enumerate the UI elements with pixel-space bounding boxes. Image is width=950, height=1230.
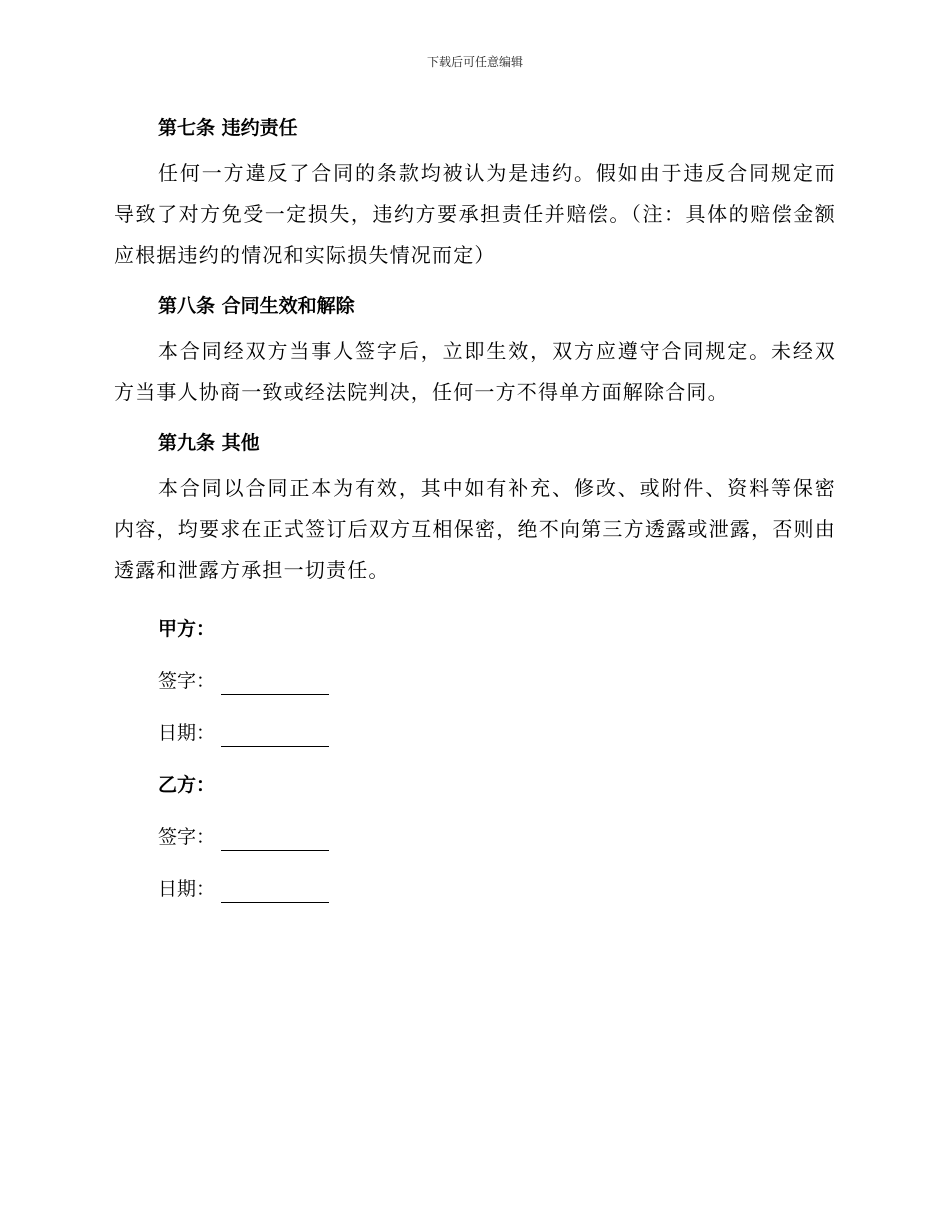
- document-body: [114, 112, 836, 903]
- section-body-9: 本合同以合同正本为有效，其中如有补充、修改、或附件、资料等保密内容，均要求在正式签订后双方互相保密，绝不向第三方透露或泄露，否则由透露和泄露方承担一切责任。: [114, 476, 836, 582]
- party-b-label: 乙方：: [158, 774, 216, 796]
- party-a-date-label: 日期：: [158, 722, 216, 744]
- party-b-signature-row: [114, 823, 836, 851]
- party-b-date-row: [114, 875, 836, 903]
- section-body-8: 本合同经双方当事人签字后，立即生效，双方应遵守合同规定。未经双方当事人协商一致或经法院判决，任何一方不得单方面解除合同。: [114, 339, 836, 404]
- party-b-date-label: 日期：: [158, 878, 216, 900]
- party-a-date-row: [114, 719, 836, 747]
- section-body-7: 任何一方違反了合同的条款均被认为是违约。假如由于违反合同规定而导致了对方免受一定损失，违约方要承担责任并赔偿。（注：具体的赔偿金额应根据违约的情况和实际损失情况而定）: [114, 161, 836, 267]
- section-heading-7: 第七条 违约责任: [158, 117, 298, 139]
- party-b-signature-blank: [221, 828, 329, 851]
- section-heading-9: 第九条 其他: [158, 432, 260, 454]
- party-a-label: 甲方：: [158, 618, 216, 640]
- party-a-signature-row: [114, 667, 836, 695]
- party-b-signature-label: 签字：: [158, 826, 216, 848]
- party-b-date-blank: [221, 880, 329, 903]
- header-note: 下载后可任意编辑: [426, 55, 523, 69]
- party-a-signature-blank: [221, 672, 329, 695]
- party-a-signature-label: 签字：: [158, 670, 216, 692]
- section-heading-8: 第八条 合同生效和解除: [158, 295, 355, 317]
- party-a-date-blank: [221, 724, 329, 747]
